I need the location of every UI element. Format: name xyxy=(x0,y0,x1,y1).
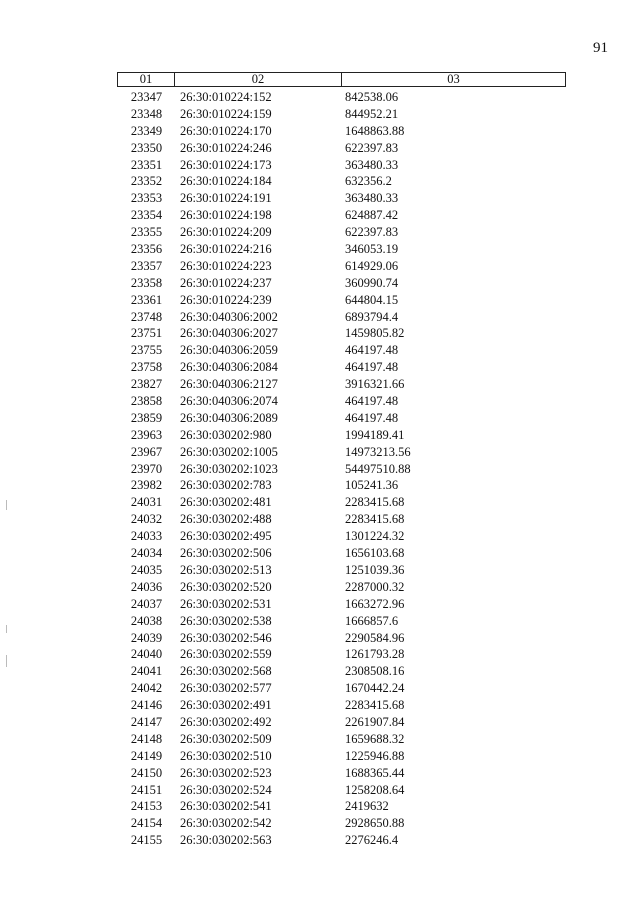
table-cell-1: 24149 xyxy=(130,748,163,763)
scan-mark xyxy=(6,625,7,633)
table-cell-3: 3916321.66 xyxy=(345,377,405,392)
table-row xyxy=(117,309,566,326)
table-cell-2: 26:30:030202:488 xyxy=(180,512,272,527)
table-row xyxy=(117,376,566,393)
table-cell-3: 1688365.44 xyxy=(345,765,405,780)
table-cell-1: 23348 xyxy=(130,106,163,121)
table-cell-2: 26:30:030202:546 xyxy=(180,630,272,645)
table-cell-2: 26:30:040306:2084 xyxy=(180,360,278,375)
table-cell-1: 24033 xyxy=(130,529,163,544)
table-cell-2: 26:30:030202:523 xyxy=(180,765,272,780)
table-cell-2: 26:30:030202:538 xyxy=(180,613,272,628)
table-row xyxy=(117,748,566,765)
table-cell-1: 24146 xyxy=(130,698,163,713)
table-cell-3: 2283415.68 xyxy=(345,495,405,510)
table-cell-2: 26:30:040306:2059 xyxy=(180,343,278,358)
table-cell-2: 26:30:030202:492 xyxy=(180,714,272,729)
table-row xyxy=(117,528,566,545)
table-row xyxy=(117,731,566,748)
table-cell-1: 24038 xyxy=(130,613,163,628)
table-row xyxy=(117,241,566,258)
table-cell-1: 23859 xyxy=(130,410,163,425)
table-cell-2: 26:30:030202:559 xyxy=(180,647,272,662)
table-row xyxy=(117,190,566,207)
table-row xyxy=(117,680,566,697)
table-cell-3: 1666857.6 xyxy=(345,613,399,628)
table-cell-3: 1656103.68 xyxy=(345,546,405,561)
table-cell-2: 26:30:030202:495 xyxy=(180,529,272,544)
table-row xyxy=(117,157,566,174)
table-cell-2: 26:30:010224:191 xyxy=(180,191,272,206)
table-cell-3: 346053.19 xyxy=(345,242,399,257)
table-cell-1: 23758 xyxy=(130,360,163,375)
table-cell-3: 105241.36 xyxy=(345,478,399,493)
table-cell-1: 23755 xyxy=(130,343,163,358)
table-cell-1: 23827 xyxy=(130,377,163,392)
table-cell-3: 1659688.32 xyxy=(345,731,405,746)
table-cell-2: 26:30:030202:563 xyxy=(180,833,272,848)
table-cell-2: 26:30:010224:246 xyxy=(180,140,272,155)
table-row xyxy=(117,511,566,528)
table-cell-2: 26:30:030202:491 xyxy=(180,698,272,713)
table-row xyxy=(117,427,566,444)
page-number: 91 xyxy=(593,40,608,56)
table-row xyxy=(117,663,566,680)
table-row xyxy=(117,596,566,613)
table-cell-3: 1994189.41 xyxy=(345,427,405,442)
table-cell-2: 26:30:010224:223 xyxy=(180,258,272,273)
table-cell-1: 24034 xyxy=(130,546,163,561)
table-cell-1: 23963 xyxy=(130,427,163,442)
table-cell-3: 2283415.68 xyxy=(345,512,405,527)
table-row xyxy=(117,646,566,663)
table-cell-2: 26:30:040306:2027 xyxy=(180,326,278,341)
table-cell-2: 26:30:030202:520 xyxy=(180,579,272,594)
table-row xyxy=(117,410,566,427)
table-cell-3: 644804.15 xyxy=(345,292,399,307)
table-row xyxy=(117,275,566,292)
table-cell-3: 2261907.84 xyxy=(345,714,405,729)
table-cell-3: 2283415.68 xyxy=(345,698,405,713)
table-cell-3: 54497510.88 xyxy=(345,461,411,476)
table-row xyxy=(117,579,566,596)
table-cell-2: 26:30:030202:531 xyxy=(180,596,272,611)
table-row xyxy=(117,613,566,630)
table-cell-1: 23354 xyxy=(130,208,163,223)
table-cell-1: 24154 xyxy=(130,816,163,831)
table-row xyxy=(117,292,566,309)
table-cell-1: 23347 xyxy=(130,90,163,104)
table-row xyxy=(117,630,566,647)
table-cell-1: 23970 xyxy=(130,461,163,476)
table-row xyxy=(117,173,566,190)
table-row xyxy=(117,123,566,140)
table-cell-2: 26:30:030202:577 xyxy=(180,681,272,696)
table-cell-2: 26:30:030202:1005 xyxy=(180,444,278,459)
table-row xyxy=(117,258,566,275)
table-row xyxy=(117,224,566,241)
table-cell-1: 23351 xyxy=(130,157,163,172)
table-cell-3: 624887.42 xyxy=(345,208,399,223)
table-cell-2: 26:30:010224:237 xyxy=(180,275,272,290)
table-cell-1: 24153 xyxy=(130,799,163,814)
table-cell-1: 24036 xyxy=(130,579,163,594)
table-cell-1: 24150 xyxy=(130,765,163,780)
scan-mark xyxy=(6,655,7,667)
table-cell-3: 1251039.36 xyxy=(345,562,405,577)
table-cell-1: 24151 xyxy=(130,782,163,797)
table-header xyxy=(117,72,566,87)
table-cell-1: 24039 xyxy=(130,630,163,645)
table-cell-1: 24148 xyxy=(130,731,163,746)
table-cell-2: 26:30:030202:506 xyxy=(180,546,272,561)
table-cell-2: 26:30:040306:2002 xyxy=(180,309,278,324)
table-cell-3: 622397.83 xyxy=(345,225,399,240)
table-cell-1: 23352 xyxy=(130,174,163,189)
table-cell-1: 23982 xyxy=(130,478,163,493)
table-cell-1: 23967 xyxy=(130,444,163,459)
table-cell-3: 464197.48 xyxy=(345,360,399,375)
table-cell-2: 26:30:010224:173 xyxy=(180,157,272,172)
table-cell-1: 24147 xyxy=(130,714,163,729)
table-cell-3: 1258208.64 xyxy=(345,782,405,797)
table-row xyxy=(117,765,566,782)
table-cell-1: 24155 xyxy=(130,833,163,848)
table-row xyxy=(117,545,566,562)
table-cell-3: 6893794.4 xyxy=(345,309,399,324)
table-row xyxy=(117,782,566,799)
table-cell-3: 614929.06 xyxy=(345,258,399,273)
table-cell-2: 26:30:030202:481 xyxy=(180,495,272,510)
table-cell-1: 23353 xyxy=(130,191,163,206)
table-cell-2: 26:30:030202:980 xyxy=(180,427,272,442)
table-cell-3: 2287000.32 xyxy=(345,579,405,594)
table-cell-3: 2276246.4 xyxy=(345,833,399,848)
table-cell-3: 14973213.56 xyxy=(345,444,411,459)
table-row xyxy=(117,477,566,494)
table-cell-1: 24035 xyxy=(130,562,163,577)
table-cell-3: 2308508.16 xyxy=(345,664,405,679)
table-cell-2: 26:30:030202:513 xyxy=(180,562,272,577)
table-cell-1: 23748 xyxy=(130,309,163,324)
table-cell-2: 26:30:040306:2127 xyxy=(180,377,278,392)
table-cell-3: 1225946.88 xyxy=(345,748,405,763)
table-cell-3: 1301224.32 xyxy=(345,529,405,544)
table-cell-2: 26:30:010224:184 xyxy=(180,174,272,189)
table-cell-2: 26:30:010224:198 xyxy=(180,208,272,223)
table-cell-2: 26:30:010224:159 xyxy=(180,106,272,121)
table-row xyxy=(117,393,566,410)
table-cell-2: 26:30:030202:1023 xyxy=(180,461,278,476)
table-cell-3: 464197.48 xyxy=(345,343,399,358)
table-row xyxy=(117,325,566,342)
table-cell-2: 26:30:010224:209 xyxy=(180,225,272,240)
table-cell-3: 842538.06 xyxy=(345,90,399,104)
table-cell-3: 632356.2 xyxy=(345,174,392,189)
table-cell-2: 26:30:010224:152 xyxy=(180,90,272,104)
table-cell-1: 23356 xyxy=(130,242,163,257)
table-cell-3: 1459805.82 xyxy=(345,326,405,341)
table-cell-3: 622397.83 xyxy=(345,140,399,155)
table-row xyxy=(117,106,566,123)
table-cell-3: 363480.33 xyxy=(345,191,399,206)
table-cell-1: 23350 xyxy=(130,140,163,155)
table-row xyxy=(117,798,566,815)
table-cell-3: 363480.33 xyxy=(345,157,399,172)
table-cell-1: 24042 xyxy=(130,681,163,696)
table-cell-1: 24040 xyxy=(130,647,163,662)
table-cell-2: 26:30:030202:541 xyxy=(180,799,272,814)
table-cell-2: 26:30:040306:2089 xyxy=(180,410,278,425)
table-cell-3: 360990.74 xyxy=(345,275,399,290)
column-header-01: 01 xyxy=(118,73,175,86)
table-cell-2: 26:30:030202:568 xyxy=(180,664,272,679)
table-row xyxy=(117,444,566,461)
table-row xyxy=(117,832,566,849)
table-cell-1: 23858 xyxy=(130,394,163,409)
table-cell-2: 26:30:030202:542 xyxy=(180,816,272,831)
column-header-03: 03 xyxy=(447,72,460,86)
table-body xyxy=(117,89,566,849)
table-row xyxy=(117,714,566,731)
table-cell-2: 26:30:030202:510 xyxy=(180,748,272,763)
table-cell-2: 26:30:010224:216 xyxy=(180,242,272,257)
table-cell-3: 1261793.28 xyxy=(345,647,405,662)
table-cell-3: 1648863.88 xyxy=(345,123,405,138)
table-cell-2: 26:30:010224:239 xyxy=(180,292,272,307)
column-header-02: 02 xyxy=(175,73,342,86)
table-cell-2: 26:30:040306:2074 xyxy=(180,394,278,409)
table-cell-2: 26:30:030202:524 xyxy=(180,782,272,797)
table-cell-1: 24041 xyxy=(130,664,163,679)
table-cell-3: 464197.48 xyxy=(345,410,399,425)
table-cell-2: 26:30:030202:509 xyxy=(180,731,272,746)
table-cell-1: 23358 xyxy=(130,275,163,290)
scan-mark xyxy=(6,500,7,510)
table-row xyxy=(117,815,566,832)
table-cell-1: 23349 xyxy=(130,123,163,138)
table-row xyxy=(117,207,566,224)
table-row xyxy=(117,461,566,478)
table-cell-1: 23357 xyxy=(130,258,163,273)
table-cell-3: 1670442.24 xyxy=(345,681,405,696)
table-cell-3: 2419632 xyxy=(345,799,389,814)
table-cell-2: 26:30:030202:783 xyxy=(180,478,272,493)
table-row xyxy=(117,140,566,157)
table-row xyxy=(117,359,566,376)
table-row xyxy=(117,342,566,359)
table-cell-2: 26:30:010224:170 xyxy=(180,123,272,138)
table-cell-3: 2290584.96 xyxy=(345,630,405,645)
table-row xyxy=(117,697,566,714)
table-cell-1: 24032 xyxy=(130,512,163,527)
table-cell-3: 464197.48 xyxy=(345,394,399,409)
table-cell-3: 844952.21 xyxy=(345,106,399,121)
table-cell-1: 24037 xyxy=(130,596,163,611)
table-cell-1: 23361 xyxy=(130,292,163,307)
table-cell-1: 23355 xyxy=(130,225,163,240)
table-row xyxy=(117,89,566,106)
table-row xyxy=(117,562,566,579)
table-cell-3: 1663272.96 xyxy=(345,596,405,611)
table-row xyxy=(117,494,566,511)
table-cell-3: 2928650.88 xyxy=(345,816,405,831)
table-cell-1: 24031 xyxy=(130,495,163,510)
table-cell-1: 23751 xyxy=(130,326,163,341)
